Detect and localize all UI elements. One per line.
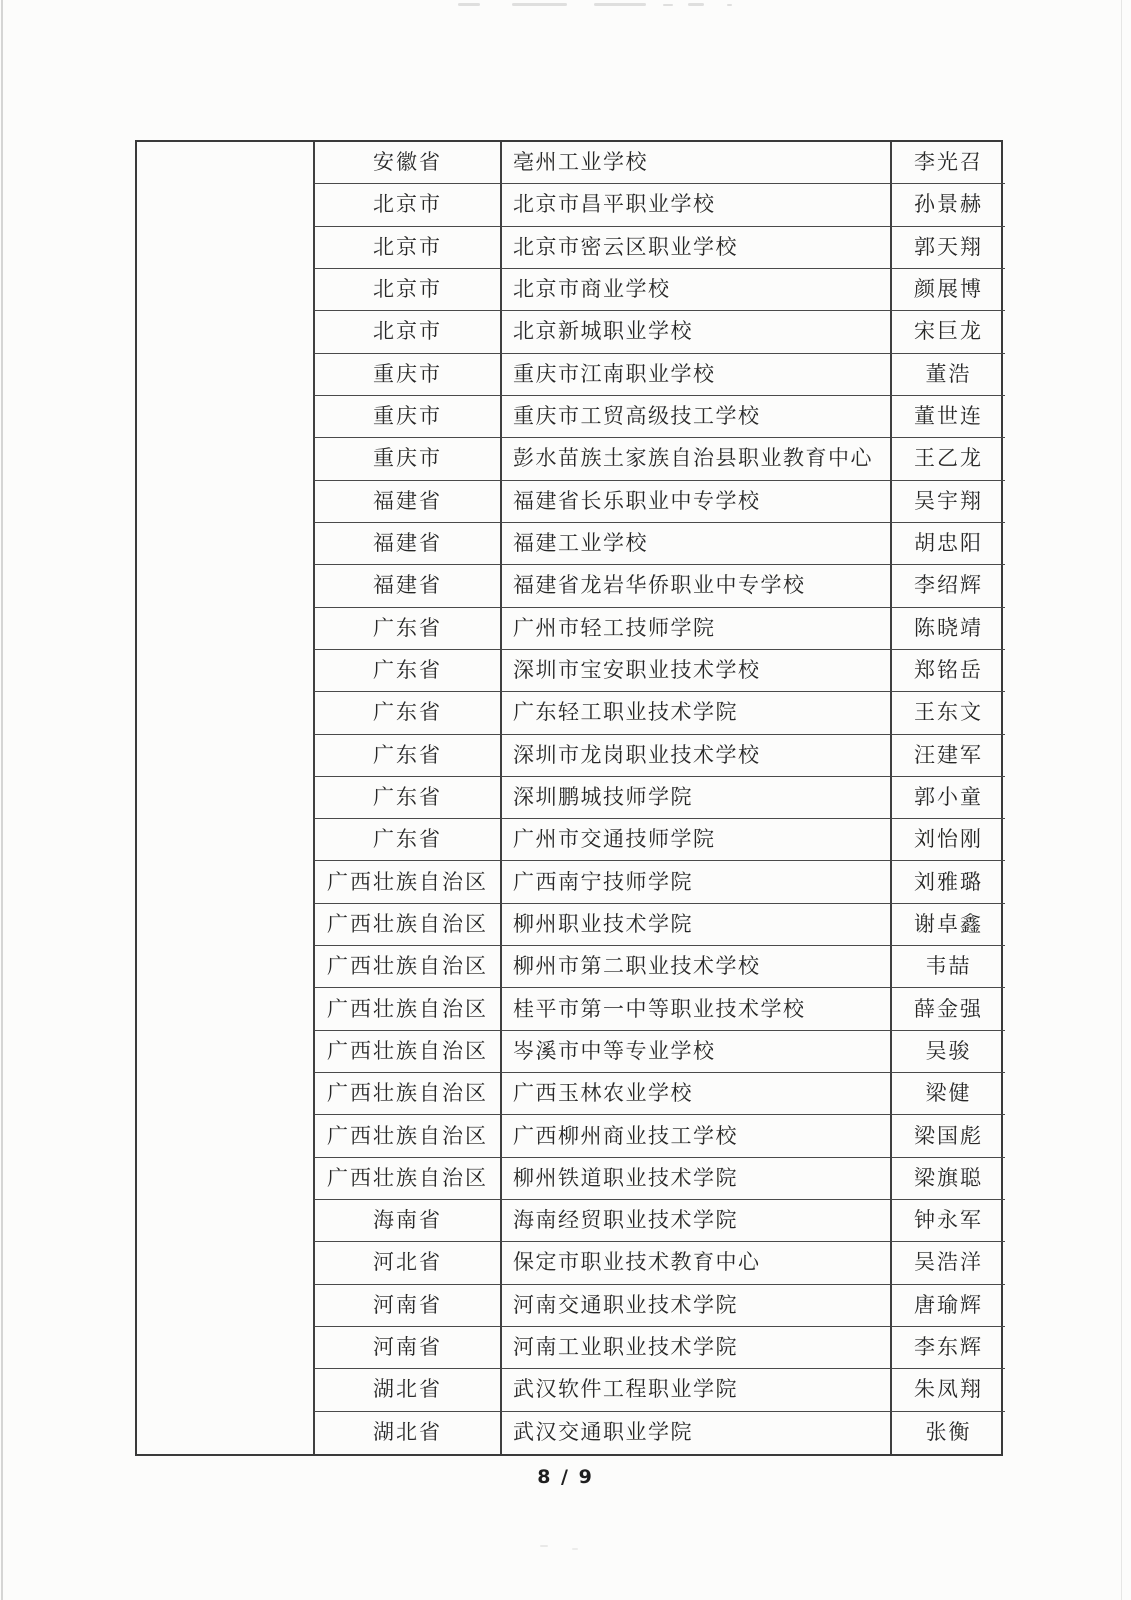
table-cell-person: 孙景赫 [890, 184, 1005, 226]
table-cell-region: 重庆市 [313, 354, 500, 396]
table-cell-person: 薛金强 [890, 988, 1005, 1030]
table-cell-person: 钟永军 [890, 1200, 1005, 1242]
table-cell-person: 刘怡刚 [890, 819, 1005, 861]
table-cell-region: 广西壮族自治区 [313, 1158, 500, 1200]
table-cell-school: 北京市密云区职业学校 [500, 227, 890, 269]
table-cell-region: 重庆市 [313, 438, 500, 480]
page-number: 8 / 9 [537, 1466, 594, 1488]
table-cell-region: 广西壮族自治区 [313, 946, 500, 988]
table-cell-school: 北京市昌平职业学校 [500, 184, 890, 226]
scan-artifact [540, 1545, 548, 1547]
table-cell-school: 广西柳州商业技工学校 [500, 1115, 890, 1157]
table-cell-person: 唐瑜辉 [890, 1285, 1005, 1327]
table-cell-region: 河南省 [313, 1285, 500, 1327]
table-cell-person: 梁健 [890, 1073, 1005, 1115]
table-cell-region: 广西壮族自治区 [313, 1073, 500, 1115]
table-cell-person: 梁旗聪 [890, 1158, 1005, 1200]
table-cell-person: 李绍辉 [890, 565, 1005, 607]
table-cell-region: 广西壮族自治区 [313, 988, 500, 1030]
table-cell-region: 河北省 [313, 1242, 500, 1284]
table-cell-school: 北京市商业学校 [500, 269, 890, 311]
table-cell-region: 广西壮族自治区 [313, 1031, 500, 1073]
table-cell-person: 朱凤翔 [890, 1369, 1005, 1411]
table-cell-person: 陈晓靖 [890, 608, 1005, 650]
table-cell-person: 汪建军 [890, 735, 1005, 777]
table-cell-region: 湖北省 [313, 1369, 500, 1411]
table-cell-person: 董浩 [890, 354, 1005, 396]
table-cell-school: 福建省长乐职业中专学校 [500, 481, 890, 523]
table-cell-person: 宋巨龙 [890, 311, 1005, 353]
table-cell-school: 广州市交通技师学院 [500, 819, 890, 861]
table-cell-region: 重庆市 [313, 396, 500, 438]
table-cell-region: 广东省 [313, 777, 500, 819]
table-cell-school: 广州市轻工技师学院 [500, 608, 890, 650]
table-cell-person: 颜展博 [890, 269, 1005, 311]
table-cell-region: 安徽省 [313, 142, 500, 184]
table-cell-region: 北京市 [313, 311, 500, 353]
table-cell-region: 北京市 [313, 227, 500, 269]
scan-edge-left [1, 0, 3, 1600]
table-cell-region: 广西壮族自治区 [313, 904, 500, 946]
table-cell-school: 武汉软件工程职业学院 [500, 1369, 890, 1411]
table-cell-school: 重庆市工贸高级技工学校 [500, 396, 890, 438]
table-cell-school: 广东轻工职业技术学院 [500, 692, 890, 734]
table-cell-region: 湖北省 [313, 1412, 500, 1454]
table-cell-region: 广东省 [313, 692, 500, 734]
table-cell-person: 郑铭岳 [890, 650, 1005, 692]
table-cell-school: 福建省龙岩华侨职业中专学校 [500, 565, 890, 607]
table-cell-person: 胡忠阳 [890, 523, 1005, 565]
table-cell-region: 北京市 [313, 184, 500, 226]
award-list-table [135, 140, 1003, 1456]
table-cell-school: 北京新城职业学校 [500, 311, 890, 353]
table-empty-spanning-cell [137, 142, 313, 1454]
table-cell-school: 岑溪市中等专业学校 [500, 1031, 890, 1073]
table-cell-region: 广西壮族自治区 [313, 1115, 500, 1157]
table-cell-person: 刘雅璐 [890, 861, 1005, 903]
table-cell-person: 李东辉 [890, 1327, 1005, 1369]
table-cell-person: 张衡 [890, 1412, 1005, 1454]
table-cell-school: 桂平市第一中等职业技术学校 [500, 988, 890, 1030]
table-cell-region: 广东省 [313, 650, 500, 692]
table-cell-person: 吴宇翔 [890, 481, 1005, 523]
scan-artifact [458, 3, 480, 6]
table-cell-person: 郭小童 [890, 777, 1005, 819]
table-cell-person: 王东文 [890, 692, 1005, 734]
table-cell-school: 柳州职业技术学院 [500, 904, 890, 946]
table-cell-school: 武汉交通职业学院 [500, 1412, 890, 1454]
table-cell-person: 董世连 [890, 396, 1005, 438]
table-cell-region: 福建省 [313, 565, 500, 607]
table-cell-region: 广西壮族自治区 [313, 861, 500, 903]
table-cell-person: 王乙龙 [890, 438, 1005, 480]
table-cell-school: 河南交通职业技术学院 [500, 1285, 890, 1327]
table-cell-school: 亳州工业学校 [500, 142, 890, 184]
table-cell-school: 广西玉林农业学校 [500, 1073, 890, 1115]
scan-artifact [512, 3, 567, 6]
table-cell-region: 广东省 [313, 735, 500, 777]
table-cell-person: 梁国彪 [890, 1115, 1005, 1157]
table-cell-school: 深圳市宝安职业技术学校 [500, 650, 890, 692]
table-cell-school: 柳州铁道职业技术学院 [500, 1158, 890, 1200]
scan-artifact [688, 3, 704, 6]
table-cell-school: 彭水苗族土家族自治县职业教育中心 [500, 438, 890, 480]
table-cell-school: 广西南宁技师学院 [500, 861, 890, 903]
scan-artifact [594, 3, 646, 6]
table-cell-school: 柳州市第二职业技术学校 [500, 946, 890, 988]
table-cell-region: 福建省 [313, 481, 500, 523]
table-cell-region: 海南省 [313, 1200, 500, 1242]
scan-edge-right [1121, 0, 1122, 1600]
table-cell-school: 海南经贸职业技术学院 [500, 1200, 890, 1242]
table-cell-region: 河南省 [313, 1327, 500, 1369]
table-cell-school: 重庆市江南职业学校 [500, 354, 890, 396]
table-cell-person: 韦喆 [890, 946, 1005, 988]
scan-artifact [663, 4, 673, 6]
scan-artifact [727, 4, 732, 6]
scan-artifact [572, 1548, 578, 1550]
table-cell-school: 河南工业职业技术学院 [500, 1327, 890, 1369]
table-cell-person: 李光召 [890, 142, 1005, 184]
table-cell-person: 郭天翔 [890, 227, 1005, 269]
table-cell-region: 广东省 [313, 819, 500, 861]
table-cell-school: 保定市职业技术教育中心 [500, 1242, 890, 1284]
table-cell-region: 福建省 [313, 523, 500, 565]
table-cell-person: 谢卓鑫 [890, 904, 1005, 946]
table-cell-school: 深圳鹏城技师学院 [500, 777, 890, 819]
table-cell-person: 吴浩洋 [890, 1242, 1005, 1284]
table-cell-school: 深圳市龙岗职业技术学校 [500, 735, 890, 777]
table-cell-region: 广东省 [313, 608, 500, 650]
table-cell-school: 福建工业学校 [500, 523, 890, 565]
table-cell-person: 吴骏 [890, 1031, 1005, 1073]
table-cell-region: 北京市 [313, 269, 500, 311]
